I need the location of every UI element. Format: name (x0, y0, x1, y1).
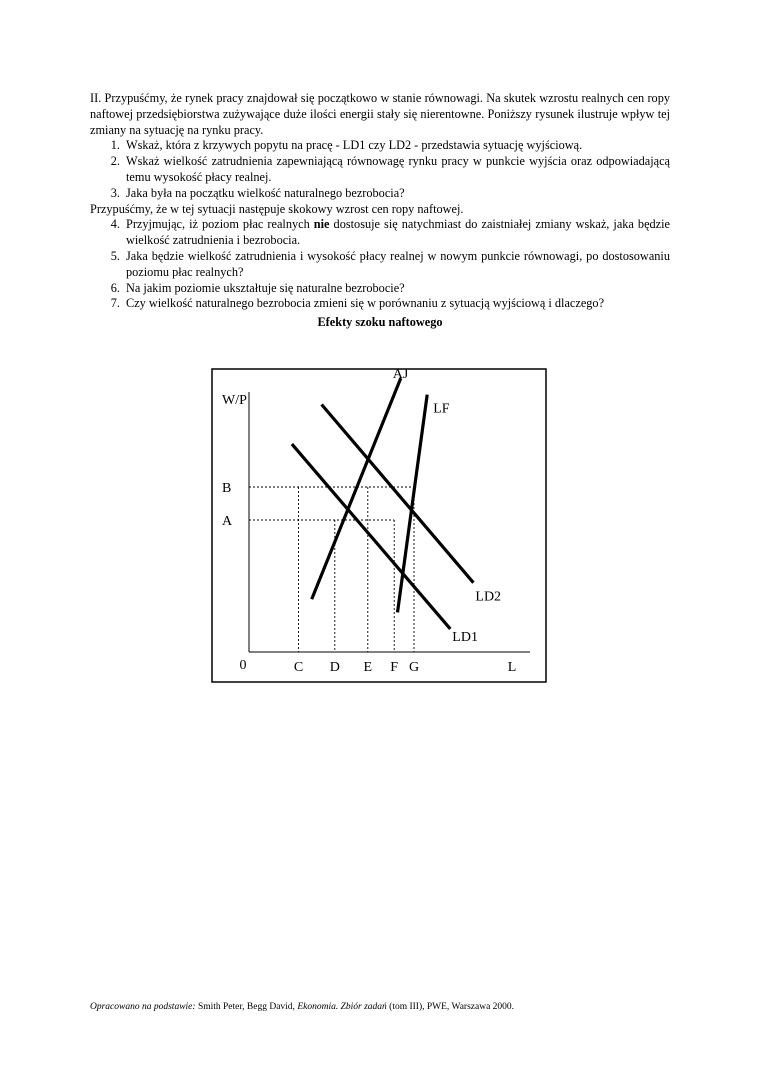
question-text: Jaka będzie wielkość zatrudnienia i wysokość płacy realnej w nowym punkcie równowagi, po dostosowaniu poziomu płac realnych? (126, 248, 670, 279)
curve-label-aj: AJ (392, 367, 409, 383)
curve-label-lf: LF (433, 401, 450, 417)
source-footer (90, 1001, 514, 1013)
x-tick-label-f: F (390, 660, 399, 675)
footer-authors: Smith Peter, Begg David, (197, 1002, 295, 1012)
y-tick-label-b: B (222, 481, 232, 496)
question-text: Jaka była na początku wielkość naturalnego bezrobocia? (126, 185, 405, 200)
chart-frame (212, 369, 546, 682)
guide-lines (249, 487, 414, 652)
question-number: 1. (110, 138, 120, 153)
question-number: 6. (110, 280, 120, 295)
footer-lead: Opracowano na podstawie: (90, 1002, 196, 1012)
curve-label-ld2: LD2 (475, 589, 502, 605)
x-axis-label: L (507, 660, 517, 675)
curve-ld1 (292, 444, 450, 629)
question-number: 2. (110, 154, 120, 169)
question-text: Czy wielkość naturalnego bezrobocia zmieni się w porównaniu z sytuacją wyjściową i dlaczego? (126, 296, 605, 311)
curve-lf (398, 395, 428, 613)
y-tick-label-a: A (222, 514, 233, 529)
x-tick-label-d: D (329, 660, 340, 675)
question-number: 3. (110, 185, 120, 200)
question-number: 4. (110, 217, 120, 232)
question-number: 7. (110, 296, 120, 311)
origin-label: 0 (239, 658, 247, 673)
y-axis-label: W/P (222, 393, 247, 408)
footer-book: Ekonomia. Zbiór zadań (297, 1002, 387, 1012)
question-text: Wskaż, która z krzywych popytu na pracę - LD1 czy LD2 - przedstawia sytuację wyjściową. (126, 138, 583, 153)
question-text-after: dostosuje się natychmiast do zaistniałej zmiany wskaż, jaka będzie wielkość zatrudnienia i bezrobocia. (126, 217, 671, 248)
axis-labels (222, 367, 516, 675)
x-tick-label-g: G (408, 660, 420, 675)
emphasis-word: nie (313, 217, 330, 232)
footer-rest: (tom III), PWE, Warszawa 2000. (389, 1002, 515, 1012)
question-text: Na jakim poziomie ukształtuje się naturalne bezrobocie? (126, 280, 405, 295)
curve-ld2 (322, 405, 474, 583)
question-text-before: Przyjmując, iż poziom płac realnych (126, 217, 310, 232)
middle-paragraph: Przypuśćmy, że w tej sytuacji następuje skokowy wzrost cen ropy naftowej. (90, 201, 464, 216)
question-text: Wskaż wielkość zatrudnienia zapewniającą równowagę rynku pracy w punkcie wyjścia oraz odpowiadającą temu wysokość płacy realnej. (126, 154, 670, 184)
question-number: 5. (110, 248, 120, 263)
curve-label-ld1: LD1 (452, 629, 478, 645)
curve-aj (312, 378, 401, 599)
intro-paragraph: II. Przypuśćmy, że rynek pracy znajdował się początkowo w stanie równowagi. Na skutek wzrostu realnych cen ropy naftowej przedsiębiorstwa zużywające duże ilości energii stały się nierentowne. Poniższy rysunek ilustruje wpływ tej zmiany na sytuację na rynku pracy. (90, 91, 670, 137)
chart-title: Efekty szoku naftowego (317, 315, 443, 330)
x-tick-label-e: E (363, 660, 373, 675)
x-tick-label-c: C (293, 660, 304, 675)
